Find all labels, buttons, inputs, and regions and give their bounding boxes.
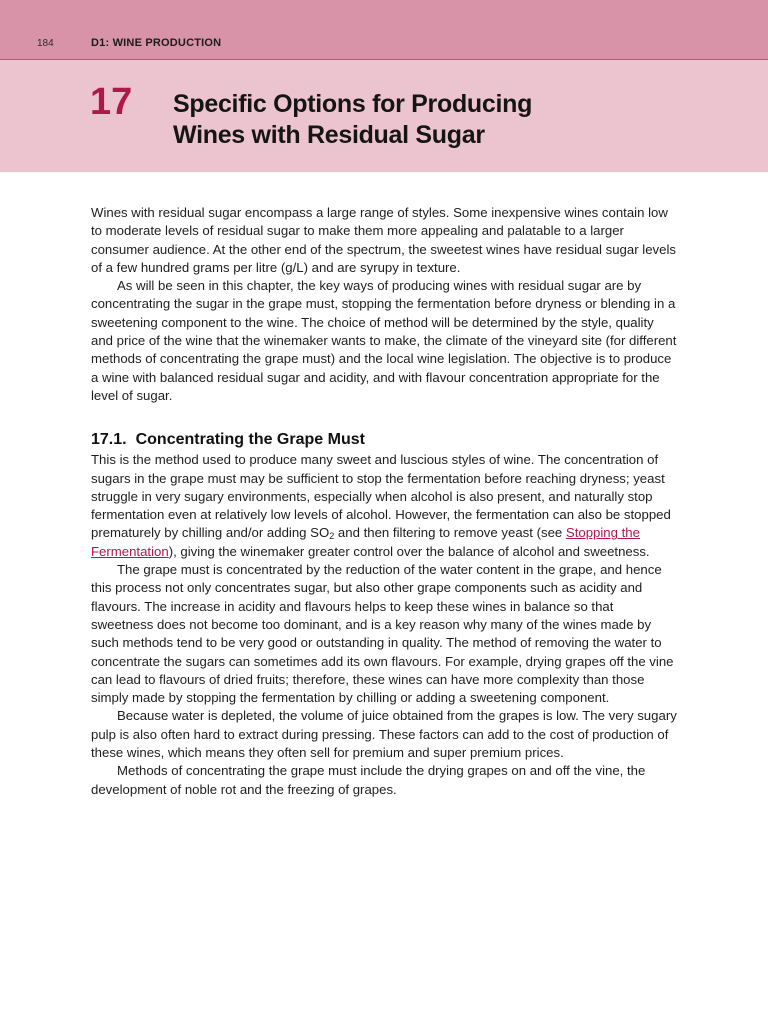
section-paragraph-1-text-2: and then filtering to remove yeast (see: [334, 525, 566, 541]
chapter-title-line-1: Specific Options for Producing: [173, 90, 533, 118]
section-paragraph-3: Because water is depleted, the volume of juice obtained from the grapes is low. The very sugary pulp is also often hard to extract during pressing. These factors can add to the cost of production of these wines, which means they often sell for premium and super premium prices.: [91, 708, 677, 761]
chapter-number: 17: [90, 81, 133, 123]
so2-subscript: 2: [329, 531, 335, 542]
intro-paragraph-2: As will be seen in this chapter, the key ways of producing wines with residual sugar are by concentrating the sugar in the grape must, stopping the fermentation before dryness or blending in a sweetening component to the wine. The choice of method will be determined by the style, quality and price of the wine that the winemaker wants to make, the climate of the vineyard site (for different methods of concentrating the grape must) and the local wine legislation. The objective is to produce a wine with balanced residual sugar and acidity, and with flavour concentration appropriate for the level of sugar.: [91, 278, 677, 403]
stopping-fermentation-link[interactable]: Stopping the Fermentation: [91, 525, 640, 559]
page-number: 184: [37, 38, 54, 49]
section-paragraph-1-text: This is the method used to produce many sweet and luscious styles of wine. The concentration of sugars in the grape must may be sufficient to stop the fermentation before reaching dryness; yeast struggle in very sugary environments, especially when alcohol is also present, and naturally stop fermentation even at relatively low levels of alcohol. However, the fermentation can also be stopped prematurely by chilling and/or adding SO: [91, 452, 671, 541]
section-paragraph-4: Methods of concentrating the grape must include the drying grapes on and off the vine, the development of noble rot and the freezing of grapes.: [91, 763, 646, 797]
section-paragraph-1-text-3: ), giving the winemaker greater control over the balance of alcohol and sweetness.: [168, 543, 650, 559]
section-paragraph-2: The grape must is concentrated by the reduction of the water content in the grape, and hence this process not only concentrates sugar, but also other grape components such as acidity and flavours. The increase in acidity and flavours helps to keep these wines in balance so that sweetness does not become too dominant, and is a key reason why many of the wines made by such methods tend to be very good or outstanding in quality. The method of removing the water to concentrate the sugars can sometimes add its own flavours. For example, drying grapes off the vine can lead to flavours of dried fruits; therefore, these wines can have more complexity than those simply made by stopping the fermentation by chilling or adding a sweetening component.: [91, 562, 674, 706]
section-heading: [91, 430, 679, 451]
intro-paragraph-1: Wines with residual sugar encompass a large range of styles. Some inexpensive wines contain low to moderate levels of residual sugar to make them more appealing and palatable to a larger consumer audience. At the other end of the spectrum, the sweetest wines have residual sugar levels of a few hundred grams per litre (g/L) and are syrupy in texture.: [91, 205, 676, 275]
body-content: [91, 204, 679, 799]
chapter-title: [173, 89, 693, 151]
section-title: Concentrating the Grape Must: [135, 431, 365, 449]
section-paragraph-1: [91, 451, 679, 561]
section-number: 17.1.: [91, 431, 127, 449]
chapter-title-line-2: Wines with Residual Sugar: [173, 121, 485, 149]
running-header-bar: [0, 0, 768, 60]
running-section-label: D1: WINE PRODUCTION: [91, 37, 222, 49]
